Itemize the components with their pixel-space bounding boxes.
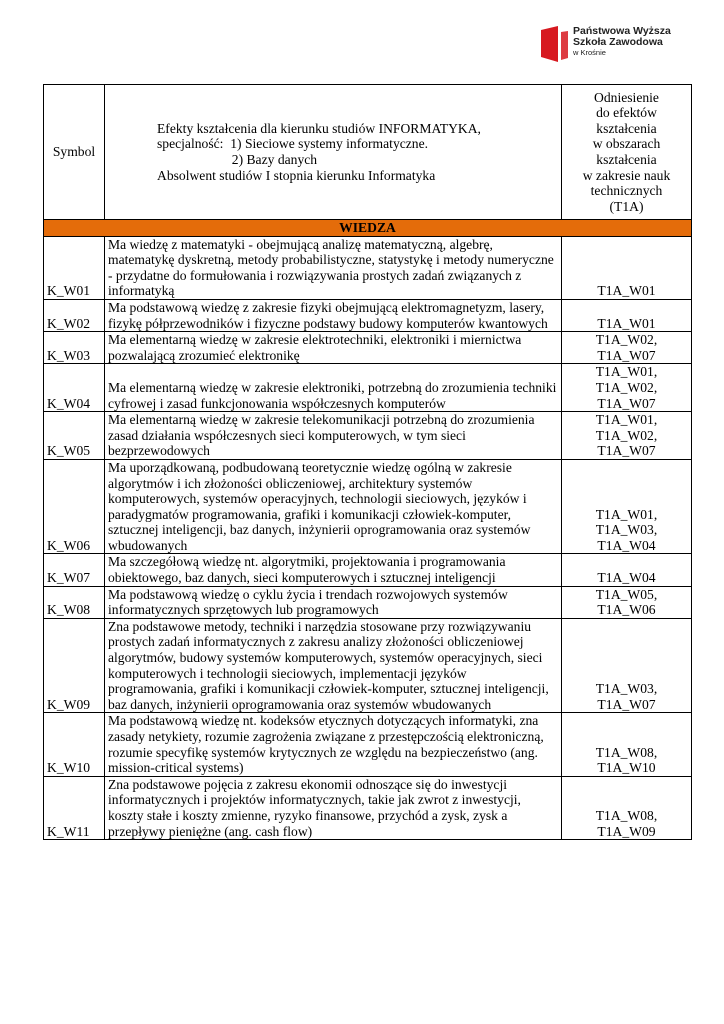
outcome-reference xyxy=(562,586,692,618)
header-description-line: 2) Bazy danych xyxy=(157,152,318,167)
table-row xyxy=(44,554,692,586)
outcome-reference xyxy=(562,554,692,586)
outcome-symbol: K_W10 xyxy=(44,713,105,776)
outcome-description: Ma podstawową wiedzę nt. kodeksów etycznych dotyczących informatyki, zna zasady netykiety, rozumie zagrożenia związane z przestępczością elektroniczną, rozumie specyfikę systemów krytycznych ze względu na bezpieczeństwo (ang. mission-critical systems) xyxy=(105,713,562,776)
table-row xyxy=(44,459,692,554)
table-row xyxy=(44,713,692,776)
reference-code: T1A_W01 xyxy=(597,283,656,299)
outcome-symbol: K_W04 xyxy=(44,364,105,412)
outcome-description: Ma szczegółową wiedzę nt. algorytmiki, projektowania i programowania obiektowego, baz danych, sieci komputerowych i sztucznej inteligencji xyxy=(105,554,562,586)
table-row xyxy=(44,236,692,299)
outcome-description: Ma uporządkowaną, podbudowaną teoretycznie wiedzę ogólną w zakresie algorytmów i ich złożoności obliczeniowej, architektury systemów komputerowych, systemów operacyjnych, technologii sieciowych, języków i paradygmatów programowania, grafiki i komunikacji człowiek-komputer, sztucznej inteligencji, baz danych, inżynierii oprogramowania oraz systemów wbudowanych xyxy=(105,459,562,554)
reference-code: T1A_W02, xyxy=(595,379,658,395)
reference-code: T1A_W01 xyxy=(597,315,656,331)
outcome-symbol: K_W01 xyxy=(44,236,105,299)
reference-code: T1A_W09 xyxy=(597,823,656,839)
outcome-symbol: K_W05 xyxy=(44,412,105,460)
header-reference-line: w obszarach xyxy=(592,136,661,152)
table-row xyxy=(44,618,692,713)
outcome-symbol: K_W02 xyxy=(44,299,105,331)
outcome-description: Zna podstawowe metody, techniki i narzędzia stosowane przy rozwiązywaniu prostych zadań informatycznych z zakresu analizy złożoności obliczeniowej algorytmów, budowy systemów komputerowych, systemów operacyjnych, sieci komputerowych i technologii sieciowych, implementacji języków programowania, grafiki i komunikacji człowiek-komputer, sztucznej inteligencji, baz danych, inżynierii oprogramowania oraz systemów wbudowanych xyxy=(105,618,562,713)
outcome-reference xyxy=(562,412,692,460)
header-reference-line: kształcenia xyxy=(596,120,657,136)
outcome-description: Ma podstawową wiedzę z zakresie fizyki obejmującą elektromagnetyzm, lasery, fizykę półprzewodników i fizyczne podstawy budowy komputerów kwantowych xyxy=(105,299,562,331)
header-reference-line: (T1A) xyxy=(609,198,644,214)
outcome-reference xyxy=(562,332,692,364)
reference-code: T1A_W04 xyxy=(597,537,656,553)
header-description-line: specjalność: 1) Sieciowe systemy informatyczne. xyxy=(157,136,429,152)
header-reference xyxy=(562,85,692,220)
header-reference-line: kształcenia xyxy=(596,152,657,167)
outcome-reference xyxy=(562,364,692,412)
reference-code: T1A_W07 xyxy=(597,696,656,712)
table-row xyxy=(44,412,692,460)
logo-line-1: Państwowa Wyższa xyxy=(573,25,671,37)
header-symbol: Symbol xyxy=(44,85,105,220)
outcome-reference xyxy=(562,618,692,713)
logo-line-3: w Krośnie xyxy=(573,48,606,57)
reference-code: T1A_W03, xyxy=(595,522,658,538)
outcome-reference xyxy=(562,713,692,776)
university-emblem-icon xyxy=(538,26,570,62)
header-reference-line: do efektów xyxy=(596,105,657,121)
university-logo xyxy=(538,26,688,66)
outcome-description: Ma elementarną wiedzę w zakresie elektrotechniki, elektroniki i miernictwa pozwalającą zrozumieć elektronikę xyxy=(105,332,562,364)
logo-text xyxy=(573,26,671,58)
header-description-line: Absolwent studiów I stopnia kierunku Informatyka xyxy=(157,167,436,183)
reference-code: T1A_W06 xyxy=(597,602,656,618)
reference-code: T1A_W02, xyxy=(595,332,658,348)
reference-code: T1A_W07 xyxy=(597,347,656,363)
outcome-reference xyxy=(562,299,692,331)
header-description xyxy=(105,85,562,220)
reference-code: T1A_W01, xyxy=(595,412,658,428)
outcome-reference xyxy=(562,776,692,839)
table-row xyxy=(44,364,692,412)
outcome-description: Ma wiedzę z matematyki - obejmującą analizę matematyczną, algebrę, matematykę dyskretną, metody probabilistyczne, statystykę i metody numeryczne - przydatne do formułowania i rozwiązywania prostych zadań związanych z informatyką xyxy=(105,236,562,299)
outcome-description: Ma elementarną wiedzę w zakresie telekomunikacji potrzebną do zrozumienia zasad działania współczesnych sieci komputerowych, w tym sieci bezprzewodowych xyxy=(105,412,562,460)
table-row xyxy=(44,776,692,839)
header-reference-line: Odniesienie xyxy=(594,89,659,105)
reference-code: T1A_W05, xyxy=(595,586,658,602)
outcome-symbol: K_W08 xyxy=(44,586,105,618)
learning-outcomes-table xyxy=(43,84,692,840)
outcome-description: Ma elementarną wiedzę w zakresie elektroniki, potrzebną do zrozumienia techniki cyfrowej i zasad funkcjonowania współczesnych komputerów xyxy=(105,364,562,412)
outcome-reference xyxy=(562,459,692,554)
table-row xyxy=(44,586,692,618)
reference-code: T1A_W08, xyxy=(595,807,658,823)
outcome-symbol: K_W07 xyxy=(44,554,105,586)
outcome-symbol: K_W11 xyxy=(44,776,105,839)
reference-code: T1A_W07 xyxy=(597,395,656,411)
reference-code: T1A_W04 xyxy=(597,570,656,586)
outcome-description: Ma podstawową wiedzę o cyklu życia i trendach rozwojowych systemów informatycznych sprzętowych lub programowych xyxy=(105,586,562,618)
reference-code: T1A_W03, xyxy=(595,681,658,697)
outcome-symbol: K_W03 xyxy=(44,332,105,364)
outcome-reference xyxy=(562,236,692,299)
table-row xyxy=(44,299,692,331)
section-row xyxy=(44,220,692,237)
header-description-line: Efekty kształcenia dla kierunku studiów INFORMATYKA, xyxy=(157,120,481,136)
table-header-row xyxy=(44,85,692,220)
section-title: WIEDZA xyxy=(44,220,692,237)
outcome-symbol: K_W09 xyxy=(44,618,105,713)
reference-code: T1A_W08, xyxy=(595,744,658,760)
reference-code: T1A_W02, xyxy=(595,427,658,443)
header-reference-line: technicznych xyxy=(590,183,663,199)
reference-code: T1A_W01, xyxy=(595,506,658,522)
outcome-symbol: K_W06 xyxy=(44,459,105,554)
outcome-description: Zna podstawowe pojęcia z zakresu ekonomii odnoszące się do inwestycji informatycznych i projektów informatycznych, takie jak zwrot z inwestycji, koszty stałe i koszty zmienne, ryzyko finansowe, przychód a zysk, zysk a przepływy pieniężne (ang. cash flow) xyxy=(105,776,562,839)
reference-code: T1A_W10 xyxy=(597,760,656,776)
reference-code: T1A_W07 xyxy=(597,443,656,459)
table-row xyxy=(44,332,692,364)
header-reference-line: w zakresie nauk xyxy=(582,167,671,183)
reference-code: T1A_W01, xyxy=(595,364,658,380)
logo-line-2: Szkoła Zawodowa xyxy=(573,36,663,48)
